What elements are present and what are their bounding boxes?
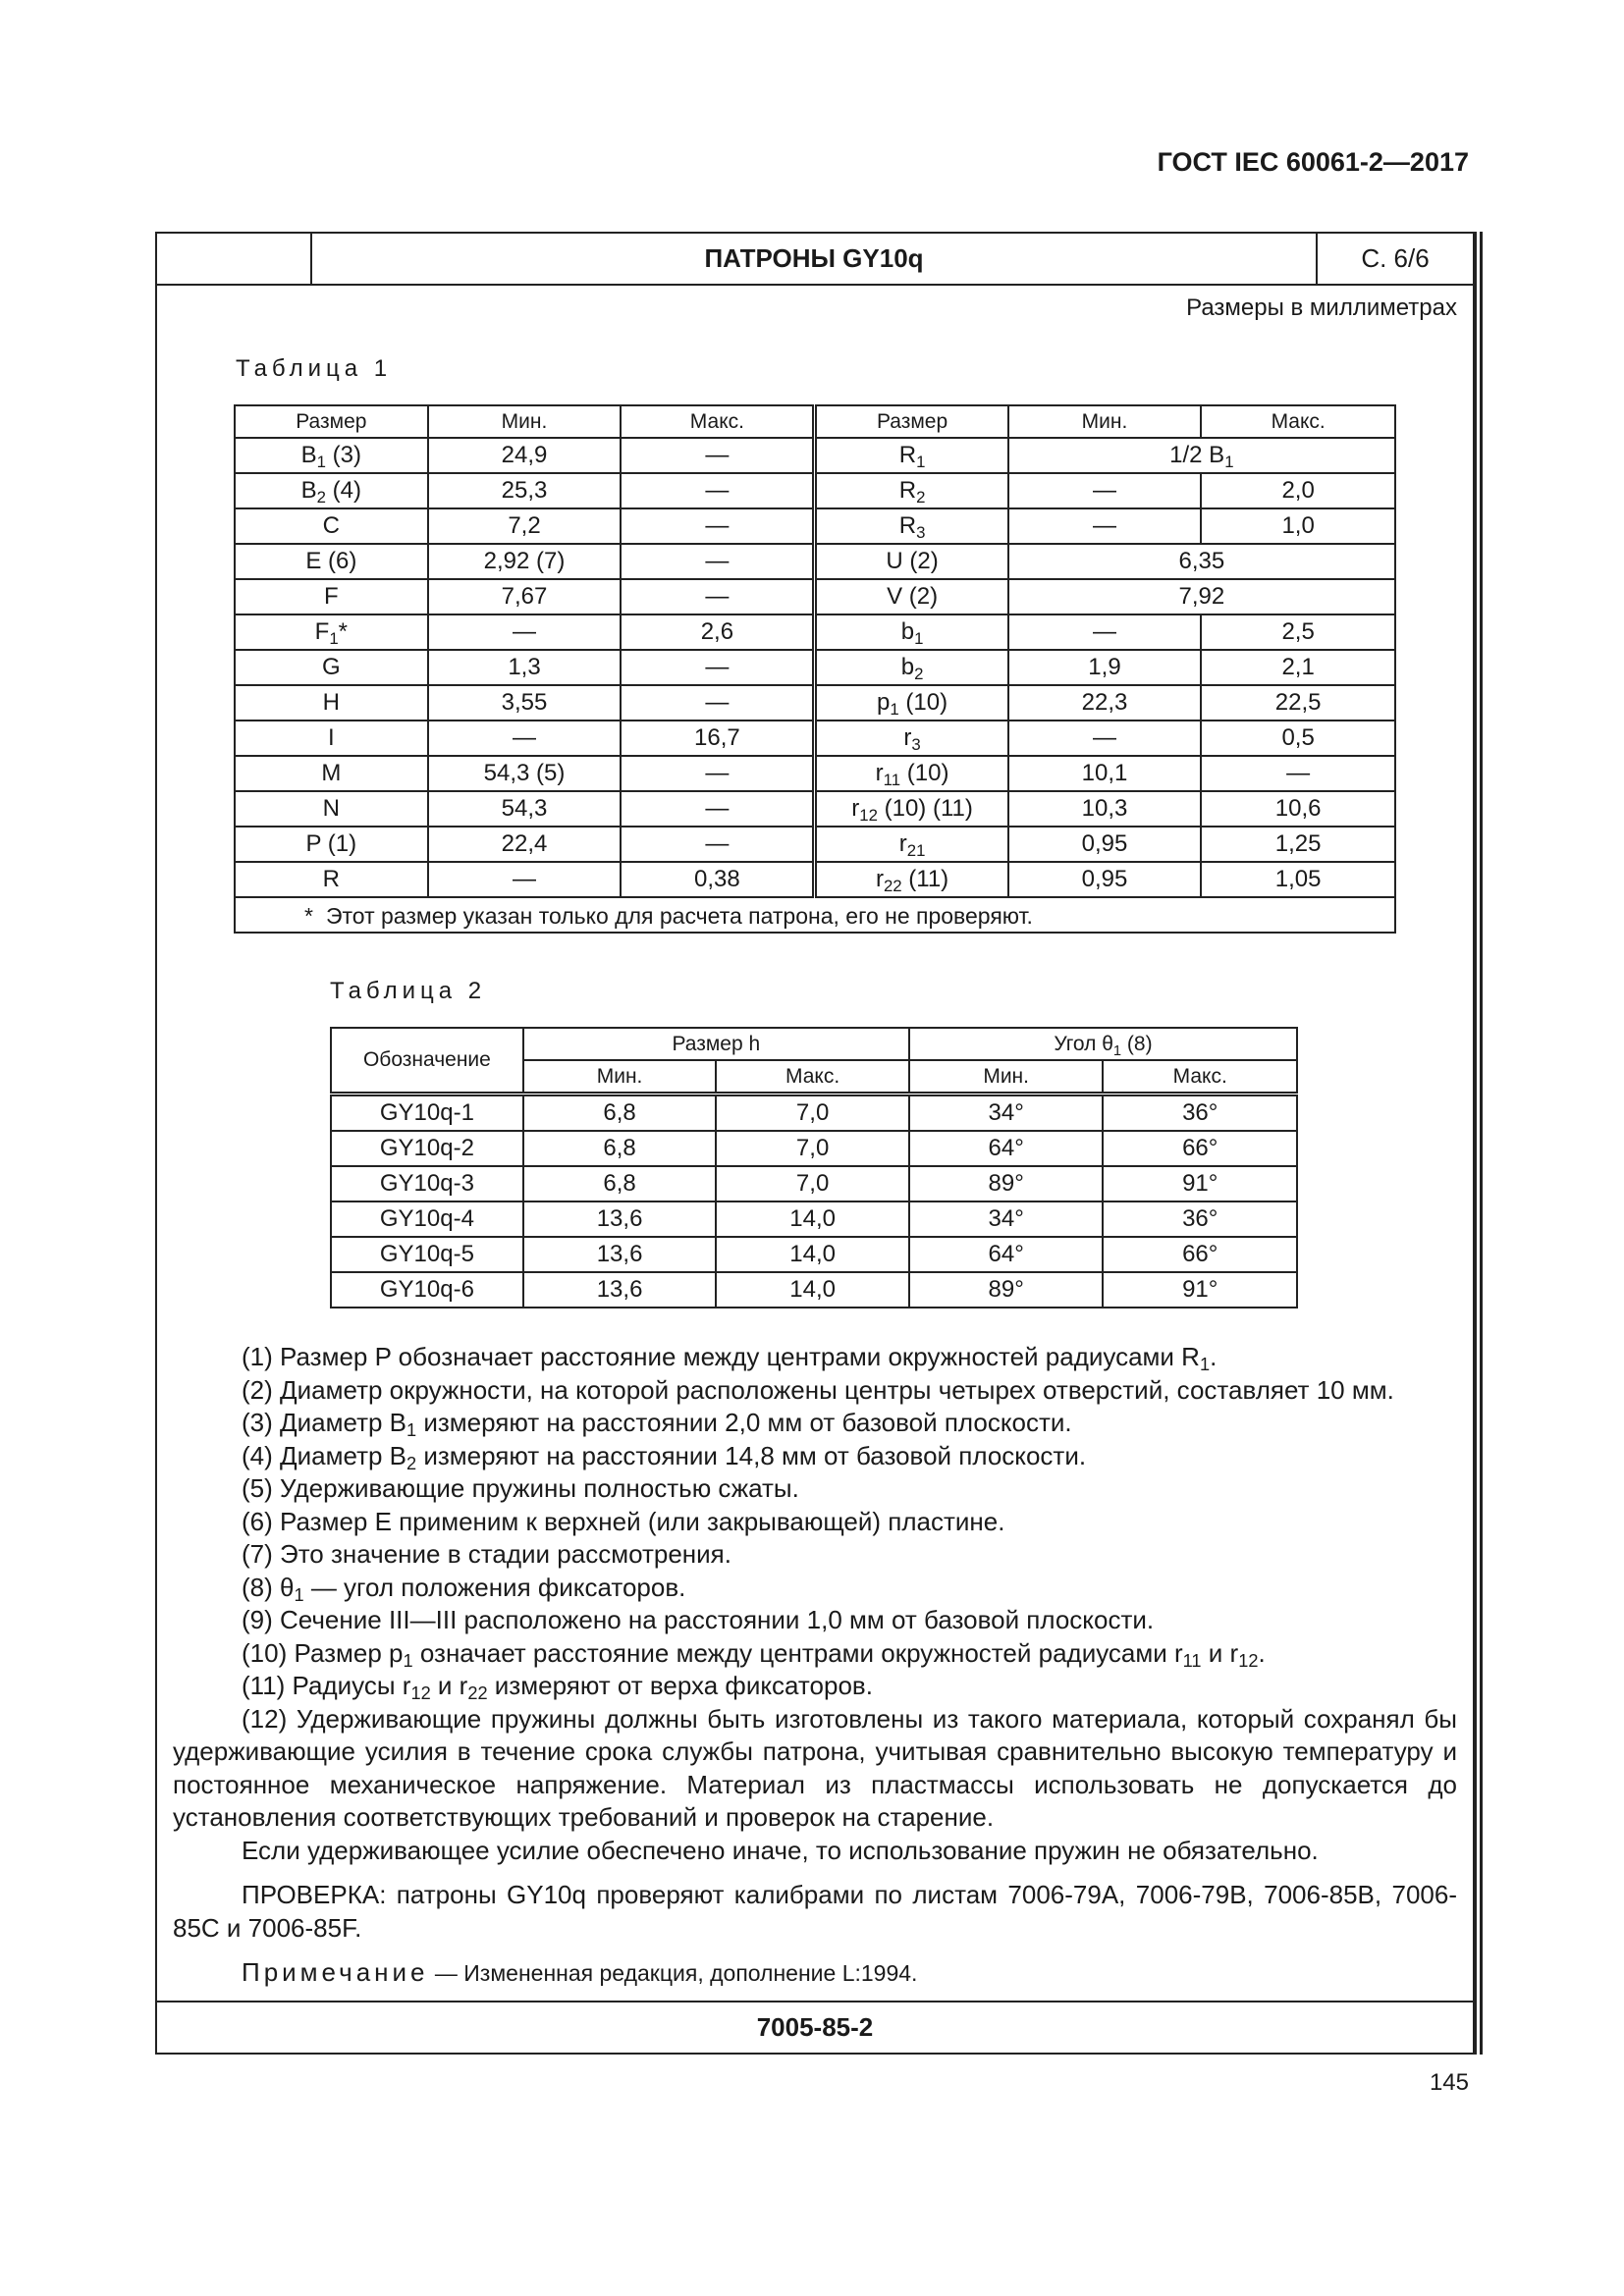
cell-max: 2,0: [1201, 473, 1395, 508]
cell-value: 1/2 $B_1$: [1008, 438, 1395, 473]
cell-max: —: [621, 650, 815, 685]
cell-size: I: [235, 721, 428, 756]
cell-max: —: [1201, 756, 1395, 791]
cell-angle-max: 66°: [1103, 1131, 1297, 1166]
cell-h-max: 7,0: [716, 1095, 909, 1132]
cell-designation: GY10q-6: [331, 1272, 523, 1308]
col-header: Размер: [235, 405, 428, 438]
cell-max: 0,5: [1201, 721, 1395, 756]
cell-angle-min: 34°: [909, 1201, 1104, 1237]
table-row: [331, 1272, 1297, 1308]
cell-min: —: [1008, 614, 1202, 650]
cell-size: $B_2$ (4): [235, 473, 428, 508]
cell-max: —: [621, 508, 815, 544]
cell-size: H: [235, 685, 428, 721]
cell-value: 7,92: [1008, 579, 1395, 614]
col-header: Размер: [815, 405, 1008, 438]
cell-min: 22,4: [428, 827, 622, 862]
cell-max: —: [621, 438, 815, 473]
table-row: [331, 1166, 1297, 1201]
cell-min: 0,95: [1008, 862, 1202, 897]
remark-label: Примечание: [242, 1957, 429, 1987]
table-row: [235, 579, 1395, 614]
table1-footnote: [235, 897, 1395, 933]
cell-min: —: [428, 862, 622, 897]
table-row: [235, 862, 1395, 897]
cell-max: 2,5: [1201, 614, 1395, 650]
table-row: [235, 544, 1395, 579]
cell-max: —: [621, 827, 815, 862]
sheet-title: ПАТРОНЫ GY10q: [312, 234, 1318, 284]
cell-min: 10,3: [1008, 791, 1202, 827]
cell-angle-min: 64°: [909, 1237, 1104, 1272]
sheet-code: 7005-85-2: [756, 2012, 874, 2042]
cell-size: M: [235, 756, 428, 791]
cell-max: —: [621, 579, 815, 614]
note-4: (4) Диаметр $B_2$ измеряют на расстоянии 14,8 мм от базовой плоскости.: [242, 1440, 1087, 1473]
note-6: (6) Размер E применим к верхней (или закрывающей) пластине.: [242, 1506, 1005, 1536]
cell-min: —: [428, 614, 622, 650]
cell-size: $B_1$ (3): [235, 438, 428, 473]
units-note: Размеры в миллиметрах: [1186, 294, 1457, 321]
cell-min: 22,3: [1008, 685, 1202, 721]
notes-block: [173, 1341, 1457, 1991]
note-5: (5) Удерживающие пружины полностью сжаты.: [242, 1473, 799, 1503]
col-header: Макс.: [1201, 405, 1395, 438]
sheet-frame: [155, 232, 1475, 2055]
header-empty-cell: [157, 234, 312, 284]
cell-h-max: 7,0: [716, 1131, 909, 1166]
cell-h-min: 6,8: [523, 1131, 717, 1166]
page-number: 145: [1429, 2069, 1469, 2096]
cell-designation: GY10q-3: [331, 1166, 523, 1201]
cell-angle-max: 36°: [1103, 1201, 1297, 1237]
table-row: [235, 827, 1395, 862]
cell-min: 1,3: [428, 650, 622, 685]
table-row: [235, 508, 1395, 544]
cell-h-max: 14,0: [716, 1272, 909, 1308]
cell-max: —: [621, 756, 815, 791]
cell-min: 54,3: [428, 791, 622, 827]
cell-h-min: 13,6: [523, 1201, 717, 1237]
cell-min: 24,9: [428, 438, 622, 473]
cell-size: $r_{21}$: [815, 827, 1008, 862]
table2: [330, 1027, 1298, 1308]
cell-size: N: [235, 791, 428, 827]
cell-max: 1,05: [1201, 862, 1395, 897]
cell-size: $r_{11}$ (10): [815, 756, 1008, 791]
standard-designation: ГОСТ IEC 60061-2—2017: [1157, 147, 1469, 177]
cell-size: $r_{12}$ (10) (11): [815, 791, 1008, 827]
table-row: [235, 791, 1395, 827]
table-row: [331, 1237, 1297, 1272]
cell-min: 25,3: [428, 473, 622, 508]
cell-max: 16,7: [621, 721, 815, 756]
cell-size: $p_1$ (10): [815, 685, 1008, 721]
cell-size: $R_3$: [815, 508, 1008, 544]
cell-size: $r_{22}$ (11): [815, 862, 1008, 897]
table2-header-row: [331, 1028, 1297, 1060]
table1-footnote-row: [235, 897, 1395, 933]
cell-max: —: [621, 473, 815, 508]
note-9: (9) Сечение III—III расположено на расстоянии 1,0 мм от базовой плоскости.: [242, 1605, 1155, 1634]
table-row: [235, 685, 1395, 721]
cell-min: 7,2: [428, 508, 622, 544]
col-header: Макс.: [621, 405, 815, 438]
note-1: (1) Размер P обозначает расстояние между центрами окружностей радиусами $R_1$.: [242, 1342, 1218, 1374]
cell-max: 0,38: [621, 862, 815, 897]
cell-angle-max: 91°: [1103, 1272, 1297, 1308]
cell-min: —: [1008, 508, 1202, 544]
remark: [173, 1956, 1457, 1991]
cell-min: 54,3 (5): [428, 756, 622, 791]
col-header: Мин.: [1008, 405, 1202, 438]
angle-header: Угол $\theta_1$ (8): [909, 1028, 1297, 1060]
footnote-star: *: [304, 903, 313, 929]
cell-min: —: [1008, 721, 1202, 756]
table2-caption: Таблица 2: [330, 978, 487, 1004]
cell-angle-max: 36°: [1103, 1095, 1297, 1132]
note-7: (7) Это значение в стадии рассмотрения.: [242, 1539, 731, 1569]
cell-size: $R_2$: [815, 473, 1008, 508]
note-10: (10) Размер $p_1$ означает расстояние между центрами окружностей радиусами $r_{11}$ и $r_{12}$.: [242, 1637, 1266, 1671]
cell-min: 1,9: [1008, 650, 1202, 685]
cell-designation: GY10q-2: [331, 1131, 523, 1166]
table-row: [235, 438, 1395, 473]
cell-angle-max: 66°: [1103, 1237, 1297, 1272]
table-row: [235, 756, 1395, 791]
table-row: [331, 1095, 1297, 1132]
table-row: [235, 473, 1395, 508]
table-row: [235, 650, 1395, 685]
cell-size: C: [235, 508, 428, 544]
note-3: (3) Диаметр $B_1$ измеряют на расстоянии 2,0 мм от базовой плоскости.: [242, 1408, 1072, 1440]
table-row: [331, 1131, 1297, 1166]
col-header: Макс.: [716, 1060, 909, 1095]
table-row: [331, 1201, 1297, 1237]
cell-angle-min: 64°: [909, 1131, 1104, 1166]
cell-h-min: 13,6: [523, 1237, 717, 1272]
cell-size: R: [235, 862, 428, 897]
springs-note: Если удерживающее усилие обеспечено иначе, то использование пружин не обязательно.: [242, 1835, 1319, 1865]
table1-caption: Таблица 1: [236, 355, 393, 382]
cell-angle-min: 34°: [909, 1095, 1104, 1132]
cell-max: —: [621, 685, 815, 721]
cell-designation: GY10q-4: [331, 1201, 523, 1237]
cell-min: 7,67: [428, 579, 622, 614]
cell-size: P (1): [235, 827, 428, 862]
cell-size: $b_2$: [815, 650, 1008, 685]
table-row: [235, 721, 1395, 756]
table1-header-row: [235, 405, 1395, 438]
table1: [234, 404, 1396, 934]
cell-angle-min: 89°: [909, 1166, 1104, 1201]
cell-size: V (2): [815, 579, 1008, 614]
remark-text: — Измененная редакция, дополнение L:1994.: [428, 1960, 918, 1986]
cell-max: —: [621, 544, 815, 579]
col-header: Мин.: [909, 1060, 1104, 1095]
col-header: Мин.: [428, 405, 622, 438]
check-paragraph: ПРОВЕРКА: патроны GY10q проверяют калибрами по листам 7006-79A, 7006-79B, 7006-85B, 7006-85C и 7006-85F.: [173, 1880, 1457, 1943]
cell-h-max: 14,0: [716, 1201, 909, 1237]
cell-h-min: 13,6: [523, 1272, 717, 1308]
cell-h-max: 7,0: [716, 1166, 909, 1201]
cell-max: 1,25: [1201, 827, 1395, 862]
cell-max: 10,6: [1201, 791, 1395, 827]
cell-min: 2,92 (7): [428, 544, 622, 579]
cell-h-max: 14,0: [716, 1237, 909, 1272]
cell-h-min: 6,8: [523, 1166, 717, 1201]
cell-min: 0,95: [1008, 827, 1202, 862]
cell-size: $F_1*$: [235, 614, 428, 650]
cell-min: —: [428, 721, 622, 756]
cell-max: 22,5: [1201, 685, 1395, 721]
col-header: Мин.: [523, 1060, 717, 1095]
note-11: (11) Радиусы $r_{12}$ и $r_{22}$ измеряют от верха фиксаторов.: [242, 1671, 873, 1703]
cell-value: 6,35: [1008, 544, 1395, 579]
cell-size: G: [235, 650, 428, 685]
sheet-page-ref: С. 6/6: [1361, 243, 1430, 273]
cell-size: $r_3$: [815, 721, 1008, 756]
table-row: [235, 614, 1395, 650]
cell-size: E (6): [235, 544, 428, 579]
cell-max: 2,1: [1201, 650, 1395, 685]
cell-min: 3,55: [428, 685, 622, 721]
cell-angle-min: 89°: [909, 1272, 1104, 1308]
size-h-header: Размер h: [523, 1028, 909, 1060]
cell-designation: GY10q-1: [331, 1095, 523, 1132]
cell-size: U (2): [815, 544, 1008, 579]
cell-min: 10,1: [1008, 756, 1202, 791]
note-8: (8) $\theta_1$ — угол положения фиксаторов.: [242, 1572, 686, 1605]
designation-header: Обозначение: [331, 1028, 523, 1095]
cell-max: —: [621, 791, 815, 827]
cell-h-min: 6,8: [523, 1095, 717, 1132]
col-header: Макс.: [1103, 1060, 1297, 1095]
cell-designation: GY10q-5: [331, 1237, 523, 1272]
cell-min: —: [1008, 473, 1202, 508]
frame-rail: [1480, 232, 1483, 2055]
cell-size: F: [235, 579, 428, 614]
cell-max: 2,6: [621, 614, 815, 650]
cell-size: $b_1$: [815, 614, 1008, 650]
note-2: (2) Диаметр окружности, на которой расположены центры четырех отверстий, составляет 10 мм.: [242, 1374, 1394, 1405]
footnote-text: Этот размер указан только для расчета патрона, его не проверяют.: [326, 903, 1033, 929]
cell-max: 1,0: [1201, 508, 1395, 544]
frame-rail: [1473, 232, 1477, 2055]
cell-angle-max: 91°: [1103, 1166, 1297, 1201]
cell-size: $R_1$: [815, 438, 1008, 473]
sheet-header: [157, 234, 1473, 286]
note-12: (12) Удерживающие пружины должны быть изготовлены из такого материала, который сохранял бы удерживающие усилия в течение срока службы патрона, учитывая сравнительно высокую температуру и постоянное механическое напряжение. Материал из пластмассы использовать не допускается до установления соответствующих требований и проверок на старение.: [173, 1703, 1457, 1832]
